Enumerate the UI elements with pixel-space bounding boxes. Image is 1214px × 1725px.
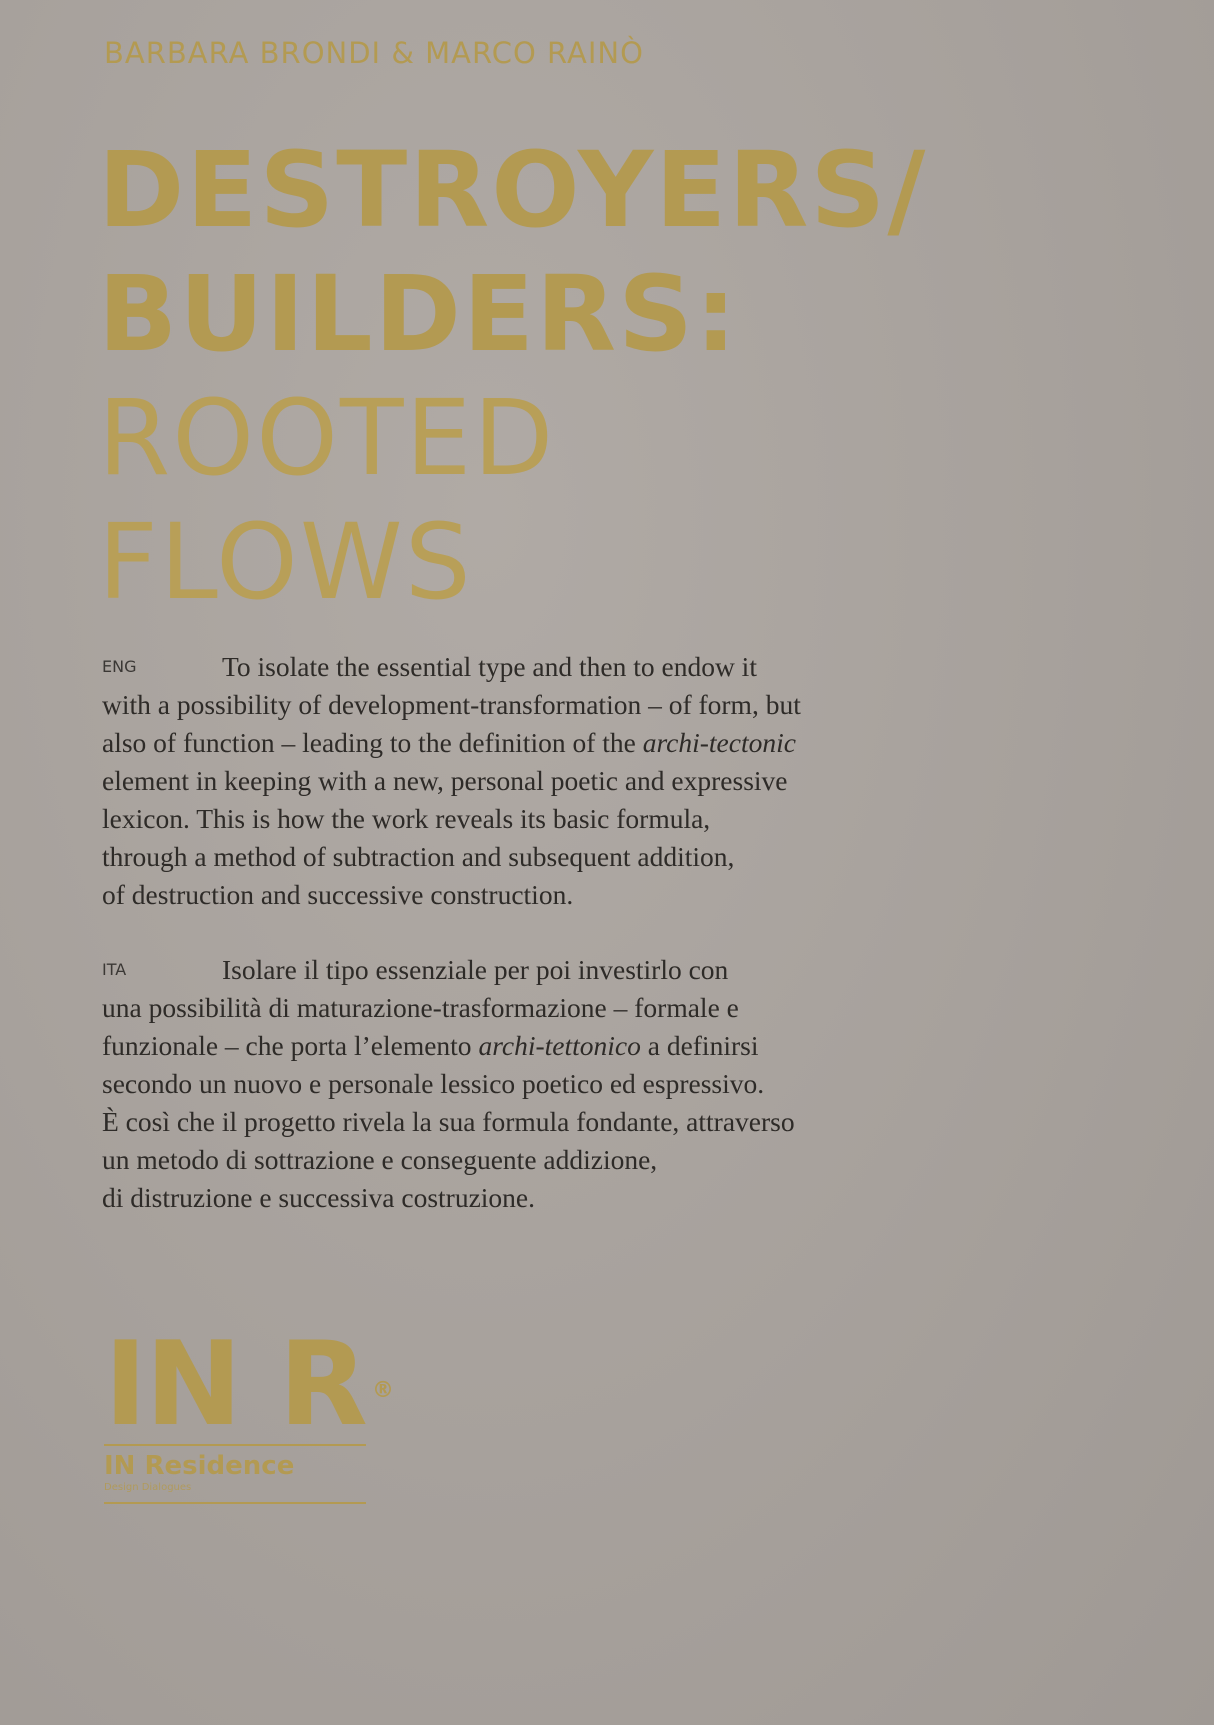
ita-line-5: È così che il progetto rivela la sua formula fondante, attraverso — [102, 1106, 795, 1137]
ita-line-2: una possibilità di maturazione-trasformazione – formale e — [102, 992, 739, 1023]
ita-line-4: secondo un nuovo e personale lessico poetico ed espressivo. — [102, 1068, 765, 1099]
eng-line-2: with a possibility of development-transformation – of form, but — [102, 689, 801, 720]
italic-term-eng: archi-tectonic — [642, 727, 796, 758]
english-description — [102, 648, 982, 914]
eng-line-4: element in keeping with a new, personal poetic and expressive — [102, 765, 788, 796]
authors: BARBARA BRONDI & MARCO RAINÒ — [104, 36, 644, 70]
ita-line-7: di distruzione e successiva costruzione. — [102, 1182, 535, 1213]
language-label-eng: ENG — [102, 657, 137, 676]
logo-divider-bottom — [104, 1502, 366, 1504]
logo-subtitle: Design Dialogues — [104, 1482, 192, 1493]
title-line-1: DESTROYERS/ — [98, 129, 928, 251]
eng-line-3: also of function – leading to the definition of the archi-tectonic — [102, 727, 796, 758]
registered-mark: ® — [371, 1378, 392, 1403]
language-label-ita: ITA — [102, 960, 127, 979]
publisher-logo — [104, 1317, 404, 1504]
title-line-3: ROOTED — [98, 377, 556, 499]
eng-line-5: lexicon. This is how the work reveals its basic formula, — [102, 803, 711, 834]
italic-term-ita: archi-tettonico — [478, 1030, 641, 1061]
book-title — [98, 128, 927, 624]
ita-line-6: un metodo di sottrazione e conseguente addizione, — [102, 1144, 658, 1175]
title-line-2: BUILDERS: — [98, 253, 739, 375]
logo-mark: IN R ® — [104, 1317, 392, 1452]
ita-line-3: funzionale – che porta l’elemento archi-tettonico a definirsi — [102, 1030, 759, 1061]
ita-line-1: ITA Isolare il tipo essenziale per poi investirlo con — [102, 951, 982, 989]
eng-line-6: through a method of subtraction and subsequent addition, — [102, 841, 735, 872]
italian-description — [102, 951, 982, 1217]
eng-line-1: ENG To isolate the essential type and then to endow it — [102, 648, 982, 686]
eng-line-7: of destruction and successive construction. — [102, 879, 574, 910]
logo-name: IN Residence — [104, 1451, 295, 1481]
title-line-4: FLOWS — [98, 501, 473, 623]
